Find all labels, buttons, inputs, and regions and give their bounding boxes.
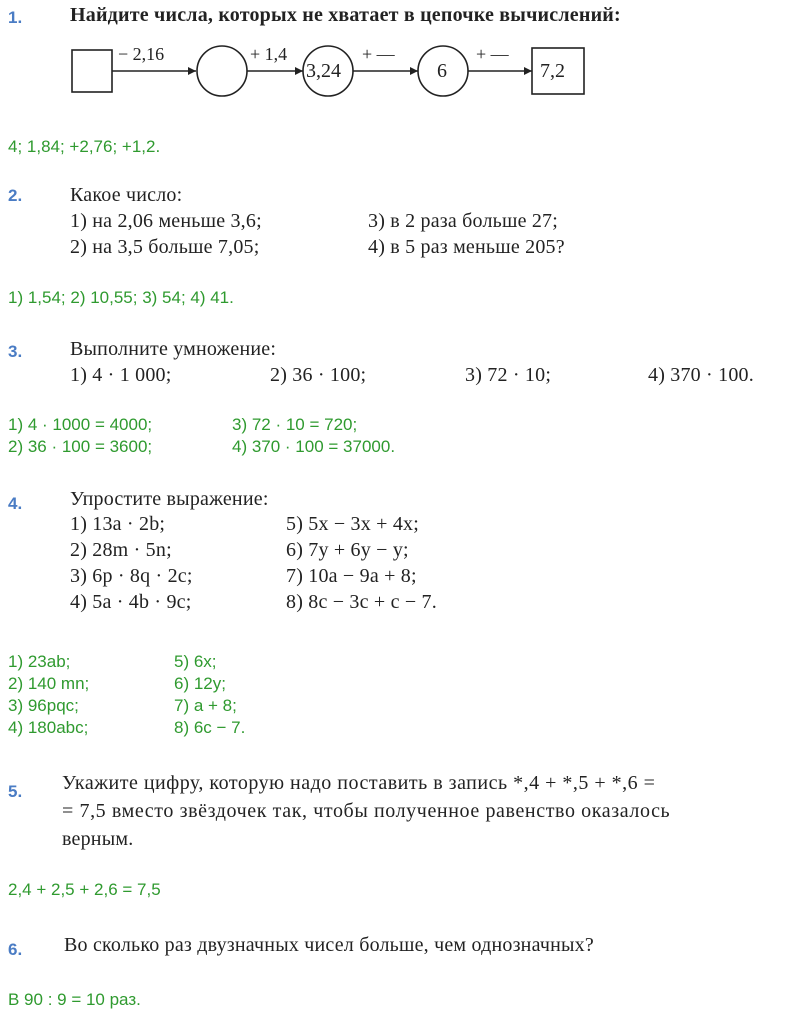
task4-item-7: 7) 10a − 9a + 8; [286, 565, 417, 587]
chain-node-4: 6 [437, 60, 447, 82]
task4-item-3: 3) 6p · 8q · 2c; [70, 565, 193, 587]
task2-question: Какое число: [70, 184, 183, 206]
task4-item-5: 5) 5x − 3x + 4x; [286, 513, 419, 535]
task4-answer-2: 2) 140 mn; [8, 674, 90, 693]
task5-number: 5. [8, 782, 23, 801]
chain-circle-empty [197, 46, 247, 96]
task3-question: Выполните умножение: [70, 338, 277, 360]
task4-item-6: 6) 7y + 6y − y; [286, 539, 409, 561]
task2-item-1: 1) на 2,06 меньше 3,6; [70, 210, 262, 232]
chain-op-1: − 2,16 [118, 44, 165, 64]
task3-answer-1: 1) 4 · 1000 = 4000; [8, 415, 153, 434]
task1-number: 1. [8, 8, 23, 27]
chain-node-5: 7,2 [540, 60, 565, 82]
task3-item-3: 3) 72 · 10; [465, 364, 552, 386]
task5-line-1: Укажите цифру, которую надо поставить в запись *,4 + *,5 + *,6 = [62, 772, 656, 794]
task5-line-3: верным. [62, 828, 134, 850]
chain-op-3: + — [362, 44, 395, 64]
task2-number: 2. [8, 186, 23, 205]
task1-question: Найдите числа, которых не хватает в цепочке вычислений: [70, 4, 621, 26]
task6-answer: В 90 : 9 = 10 раз. [8, 990, 141, 1009]
task4-number: 4. [8, 494, 23, 513]
task5-line-2: = 7,5 вместо звёздочек так, чтобы полученное равенство оказалось [62, 800, 671, 822]
task1-answer: 4; 1,84; +2,76; +1,2. [8, 137, 161, 156]
task4-answer-5: 5) 6x; [174, 652, 217, 671]
task4-item-2: 2) 28m · 5n; [70, 539, 172, 561]
task6-question: Во сколько раз двузначных чисел больше, чем однозначных? [64, 934, 594, 956]
task5-answer: 2,4 + 2,5 + 2,6 = 7,5 [8, 880, 161, 899]
task2-item-4: 4) в 5 раз меньше 205? [368, 236, 565, 258]
chain-op-2: + 1,4 [250, 44, 288, 64]
task2-answer: 1) 1,54; 2) 10,55; 3) 54; 4) 41. [8, 288, 234, 307]
task4-item-8: 8) 8c − 3c + c − 7. [286, 591, 437, 613]
task2-item-2: 2) на 3,5 больше 7,05; [70, 236, 260, 258]
task4-answer-6: 6) 12y; [174, 674, 226, 693]
task3-item-4: 4) 370 · 100. [648, 364, 754, 386]
task2-item-3: 3) в 2 раза больше 27; [368, 210, 559, 232]
task4-question: Упростите выражение: [70, 488, 269, 510]
task4-item-1: 1) 13a · 2b; [70, 513, 166, 535]
task4-answer-3: 3) 96pqc; [8, 696, 79, 715]
task3-answer-4: 4) 370 · 100 = 37000. [232, 437, 396, 456]
task3-answer-3: 3) 72 · 10 = 720; [232, 415, 358, 434]
task3-item-2: 2) 36 · 100; [270, 364, 367, 386]
task4-answer-1: 1) 23ab; [8, 652, 71, 671]
task4-answer-4: 4) 180abc; [8, 718, 89, 737]
task3-item-1: 1) 4 · 1 000; [70, 364, 172, 386]
task4-answer-7: 7) a + 8; [174, 696, 237, 715]
chain-node-3: 3,24 [306, 60, 341, 82]
task6-number: 6. [8, 940, 23, 959]
chain-op-4: + — [476, 44, 509, 64]
chain-box-empty [72, 50, 112, 92]
task3-number: 3. [8, 342, 23, 361]
task3-answer-2: 2) 36 · 100 = 3600; [8, 437, 153, 456]
task4-answer-8: 8) 6c − 7. [174, 718, 246, 737]
task4-item-4: 4) 5a · 4b · 9c; [70, 591, 192, 613]
